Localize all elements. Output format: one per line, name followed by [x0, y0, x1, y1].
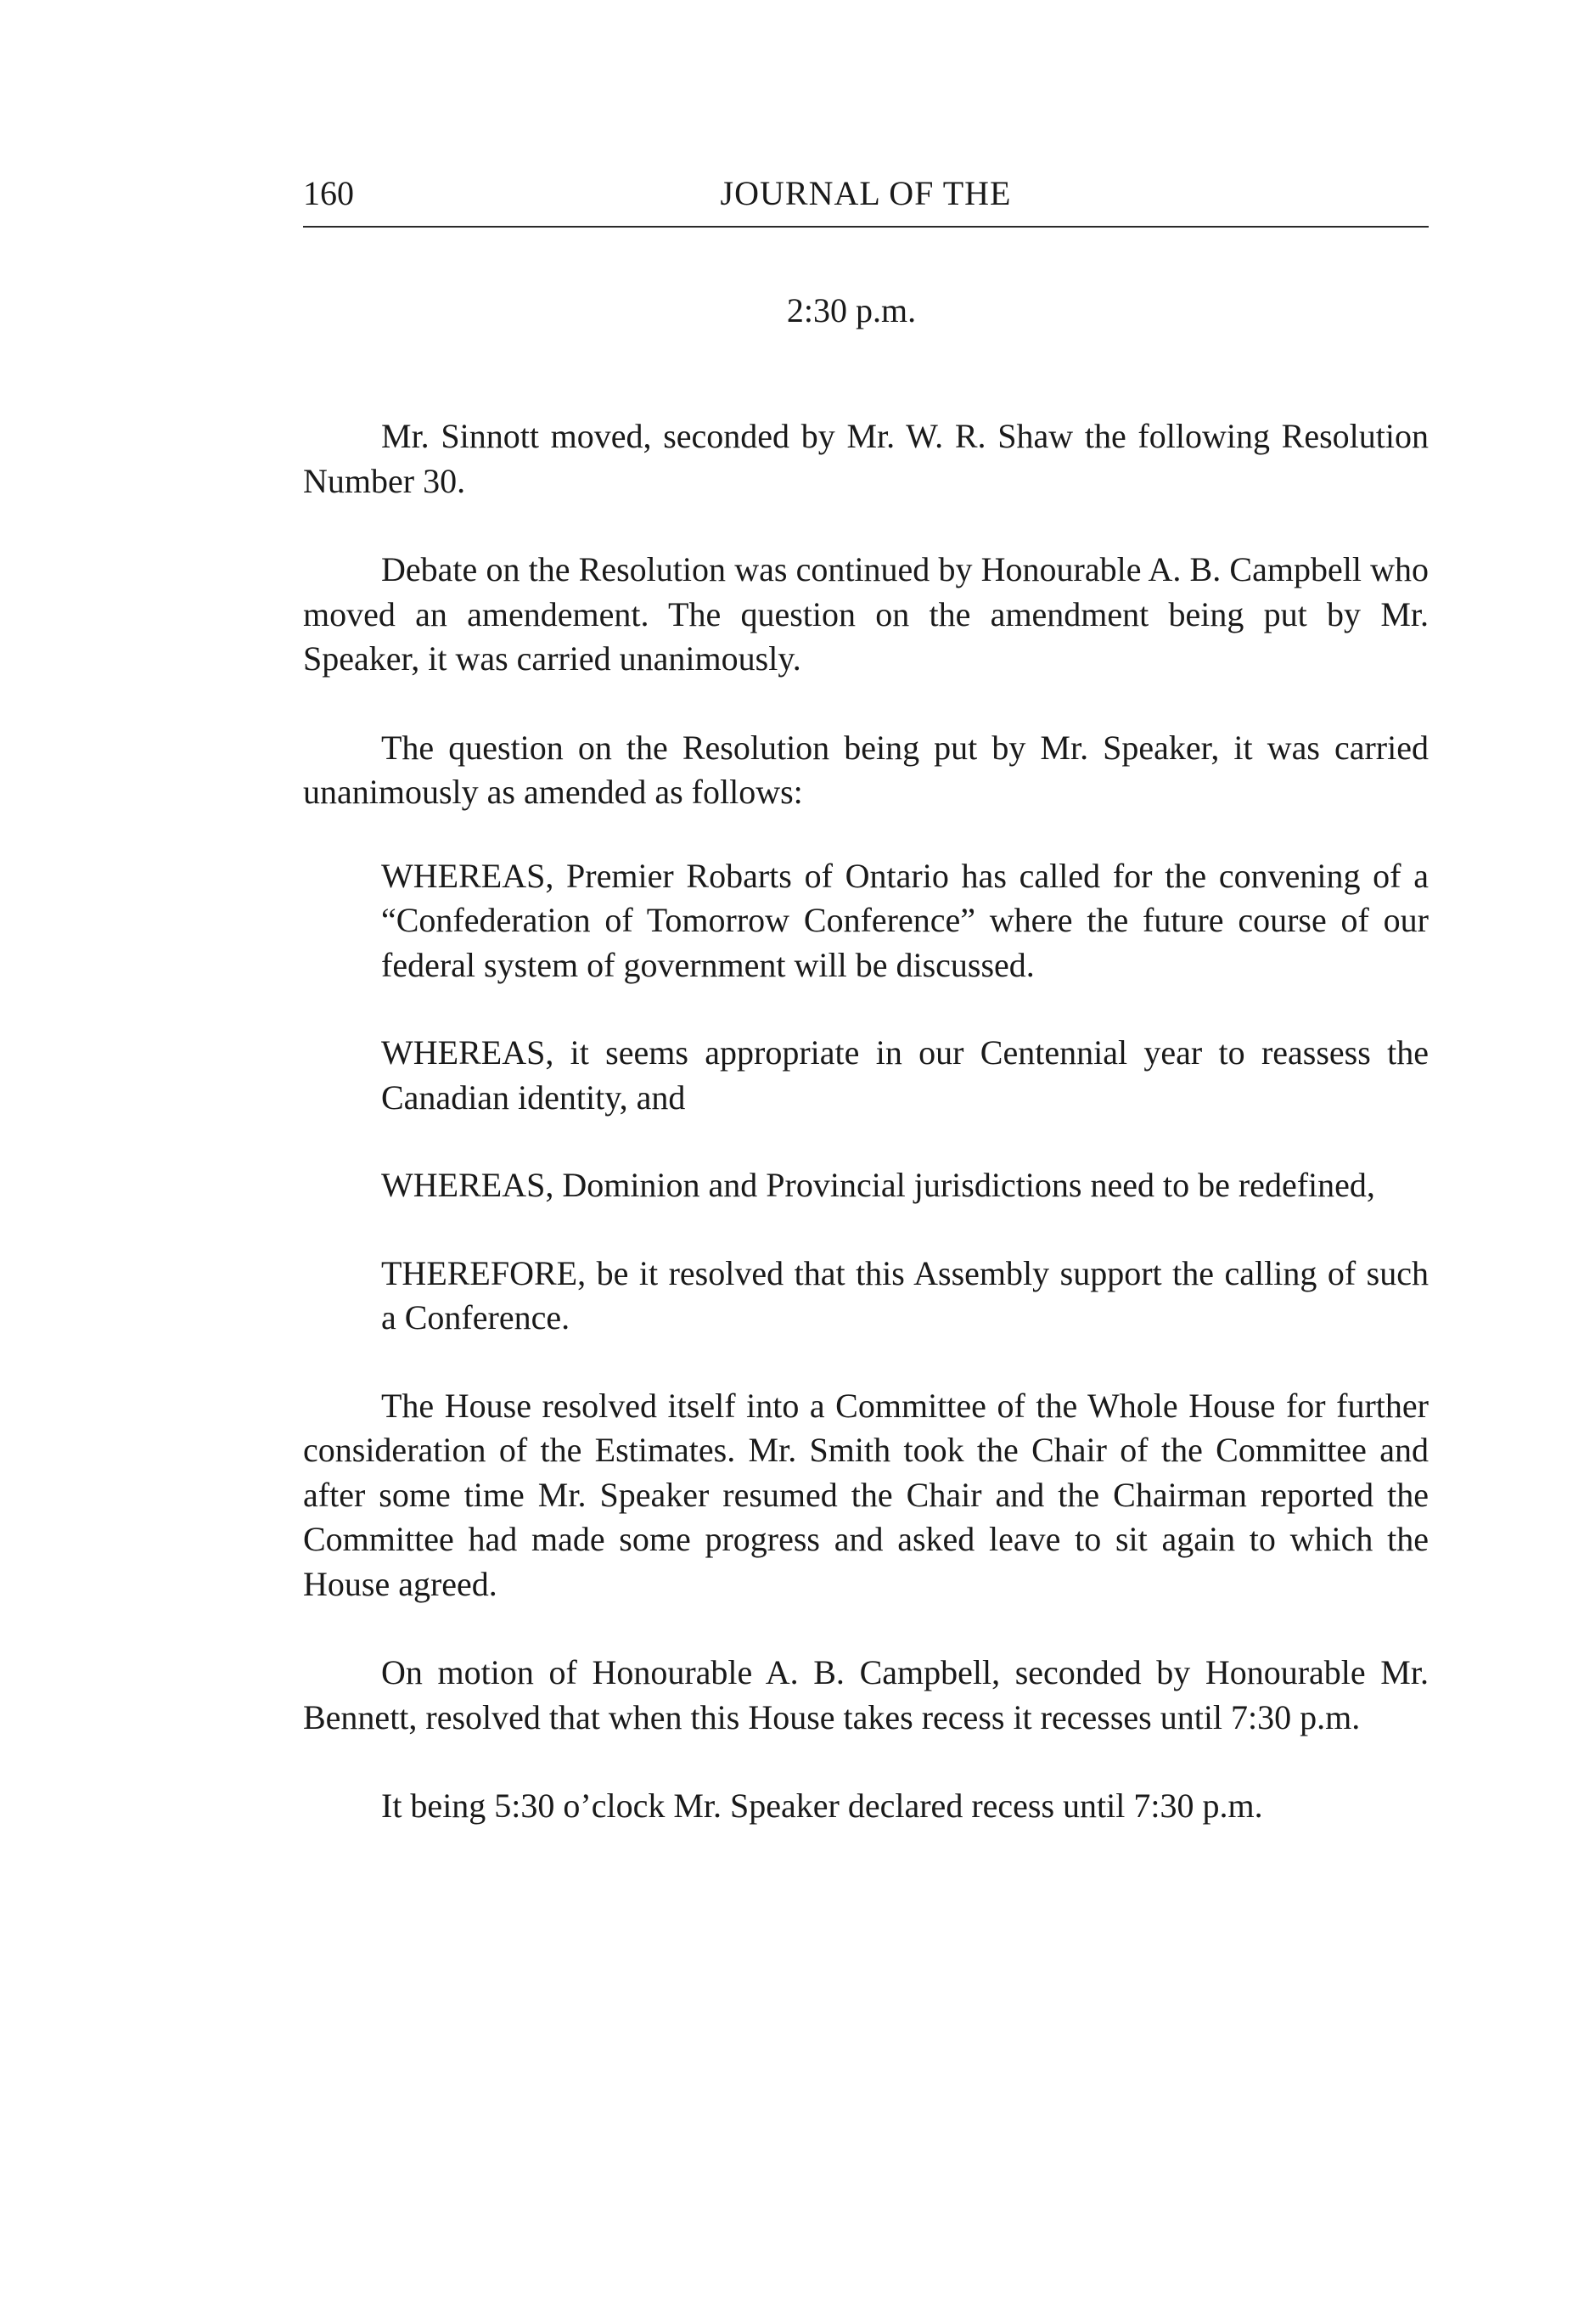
paragraph-question: The question on the Resolution being put by Mr. Speaker, it was carried unanimously as amended as follows: [303, 728, 1429, 811]
paragraph-debate: Debate on the Resolution was continued by Honourable A. B. Campbell who moved an amendement. The question on the amendment being put by Mr. Speaker, it was carried unanimously. [303, 550, 1429, 678]
page-number: 160 [303, 174, 354, 212]
paragraph-recess-motion: On motion of Honourable A. B. Campbell, seconded by Honourable Mr. Bennett, resolved that when this House takes recess it recesses until 7:30 p.m. [303, 1653, 1429, 1736]
resolution-whereas-3: WHEREAS, Dominion and Provincial jurisdictions need to be redefined, [381, 1166, 1375, 1204]
paragraph-motion: Mr. Sinnott moved, seconded by Mr. W. R. Shaw the following Resolution Number 30. [303, 417, 1429, 500]
resolution-whereas-2: WHEREAS, it seems appropriate in our Centennial year to reassess the Canadian identity, and [381, 1033, 1429, 1117]
header-rule [303, 226, 1429, 228]
paragraph-committee: The House resolved itself into a Committee of the Whole House for further consideration of the Estimates. Mr. Smith took the Chair of the Committee and after some time Mr. Speaker resumed the Chair and the Chairman reported the Committee had made some progress and asked leave to sit again to which the House agreed. [303, 1386, 1429, 1603]
journal-title: JOURNAL OF THE [720, 174, 1012, 212]
running-head [303, 168, 1429, 219]
journal-body [303, 414, 1429, 1873]
resolution-therefore: THEREFORE, be it resolved that this Assembly support the calling of such a Conference. [381, 1253, 1429, 1336]
session-time: 2:30 p.m. [786, 291, 917, 329]
resolution-whereas-1: WHEREAS, Premier Robarts of Ontario has called for the convening of a “Confederation of Tomorrow Conference” where the future course of our federal system of government will be discussed. [381, 856, 1429, 984]
paragraph-recess: It being 5:30 o’clock Mr. Speaker declared recess until 7:30 p.m. [381, 1787, 1263, 1825]
